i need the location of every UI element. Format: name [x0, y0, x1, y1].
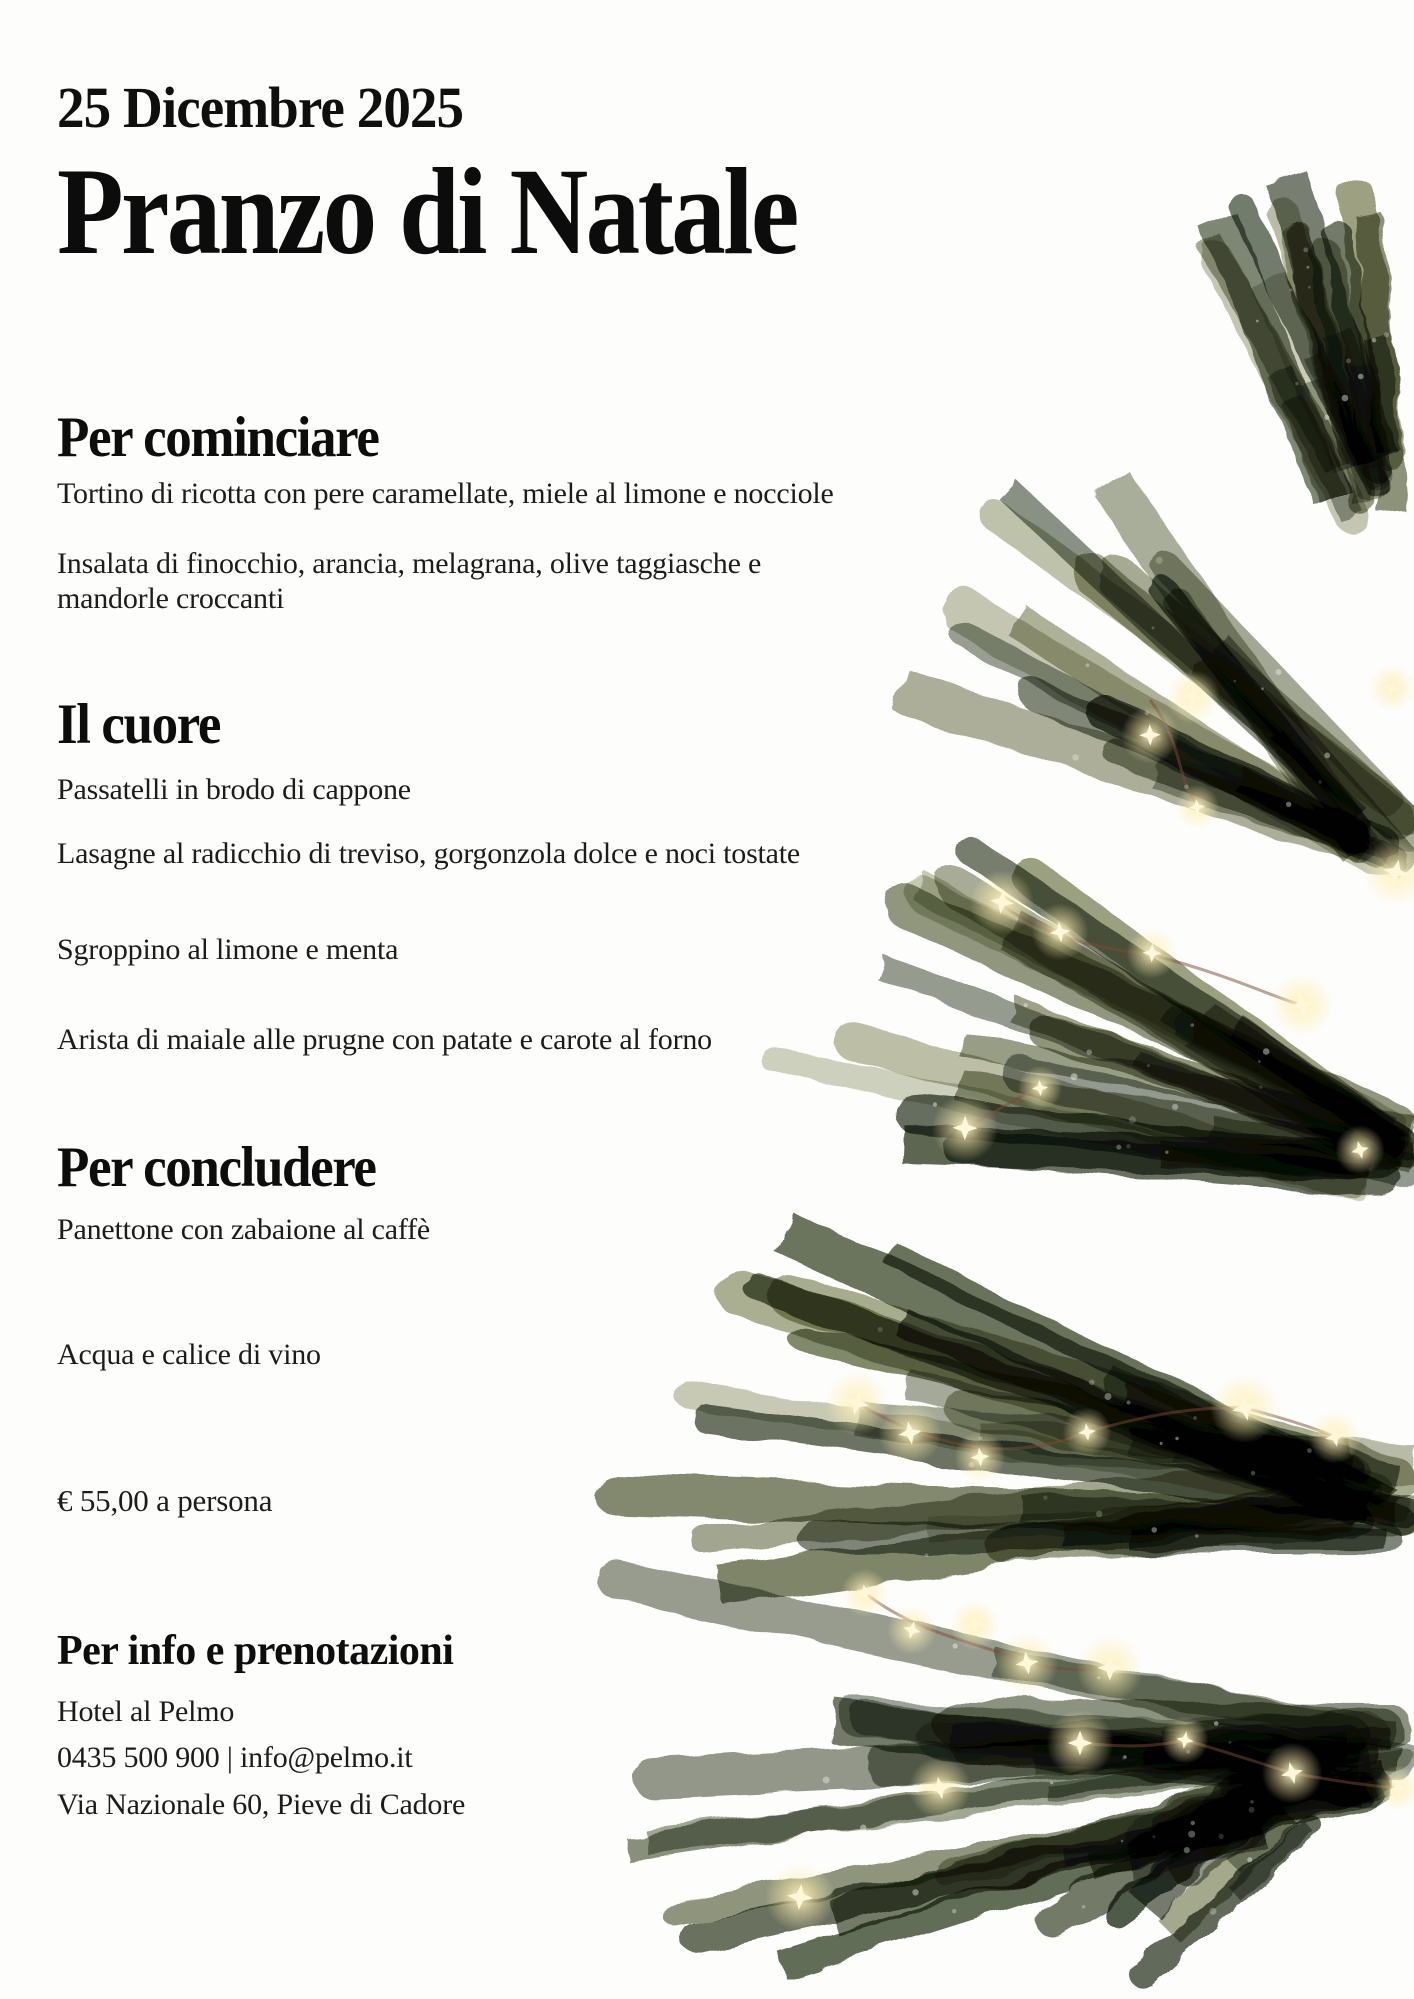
- contact-address: Via Nazionale 60, Pieve di Cadore: [57, 1788, 466, 1821]
- menu-item: Tortino di ricotta con pere caramellate, miele al limone e nocciole: [57, 477, 834, 510]
- section-heading-desserts: Per concludere: [57, 1136, 376, 1199]
- menu-item: Insalata di finocchio, arancia, melagrana, olive taggiasche e mandorle croccanti: [57, 547, 762, 615]
- contact-phone-email: 0435 500 900 | info@pelmo.it: [57, 1741, 413, 1774]
- section-heading-mains: Il cuore: [57, 693, 221, 756]
- contact-hotel-name: Hotel al Pelmo: [57, 1695, 235, 1728]
- section-heading-starters: Per cominciare: [57, 406, 379, 469]
- menu-item: Arista di maiale alle prugne con patate e carote al forno: [57, 1023, 712, 1056]
- contact-heading: Per info e prenotazioni: [57, 1628, 454, 1674]
- menu-item: Sgroppino al limone e menta: [57, 933, 399, 966]
- star-lights: [762, 248, 1414, 1936]
- beverage-note: Acqua e calice di vino: [57, 1338, 321, 1371]
- menu-item: Lasagne al radicchio di treviso, gorgonzola dolce e noci tostate: [57, 837, 801, 870]
- price-per-person: € 55,00 a persona: [57, 1483, 273, 1518]
- menu-item: Passatelli in brodo di cappone: [57, 773, 411, 806]
- menu-title: Pranzo di Natale: [57, 143, 797, 280]
- tree-brush-strokes: [614, 177, 1413, 1977]
- menu-date: 25 Dicembre 2025: [57, 75, 464, 140]
- menu-item: Panettone con zabaione al caffè: [57, 1213, 431, 1246]
